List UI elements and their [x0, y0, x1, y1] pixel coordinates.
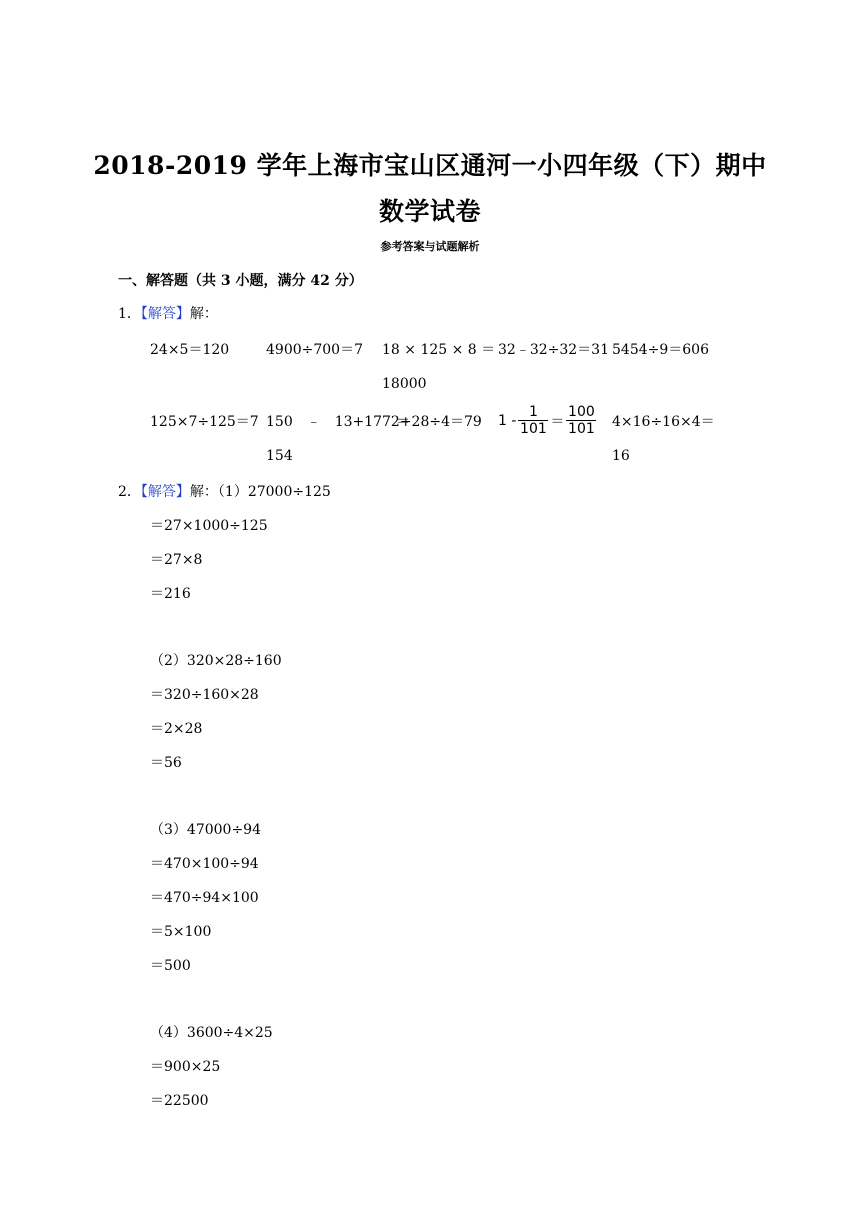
calc-item-wrap: 16 [612, 448, 630, 464]
solution-step: ＝22500 [150, 1093, 209, 1109]
answer-tag: 【解答】 [140, 306, 190, 322]
fraction-numerator: 100 [568, 404, 595, 420]
calc-item: 18 × 125 × 8 ＝ [382, 342, 496, 358]
calc-item: 5454÷9＝606 [612, 342, 709, 358]
document-title-line1: 2018-2019 学年上海市宝山区通河一小四年级（下）期中 [93, 151, 767, 180]
calc-item-wrap: 18000 [382, 376, 427, 392]
fraction-expression [498, 404, 598, 437]
calc-item: 24×5＝120 [150, 342, 230, 358]
calc-item: 125×7÷125＝7 [150, 414, 259, 430]
calc-item: 150 ﹣ 13+17 ＝ [266, 414, 411, 430]
solution-step: ＝2×28 [150, 721, 203, 737]
solution-step: ＝900×25 [150, 1059, 221, 1075]
solution-part-header: （4）3600÷4×25 [150, 1025, 273, 1041]
answer-intro: 解：（1）27000÷125 [189, 484, 331, 500]
question-number: 2． [118, 484, 141, 500]
solution-step: ＝470÷94×100 [150, 890, 259, 906]
section-heading: 一、解答题（共 3 小题，满分 42 分） [118, 273, 363, 289]
solution-part-header: （2）320×28÷160 [150, 653, 282, 669]
answer-tag: 【解答】 [140, 484, 190, 500]
question-2-header [118, 483, 331, 501]
solution-step: ＝27×1000÷125 [150, 518, 268, 534]
solution-step: ＝5×100 [150, 924, 212, 940]
solution-part-header: （3）47000÷94 [150, 822, 261, 838]
fraction-denominator: 101 [520, 421, 547, 437]
answer-intro: 解： [189, 306, 218, 322]
fraction-numerator: 1 [528, 404, 538, 420]
document-subtitle: 参考答案与试题解析 [380, 240, 480, 253]
solution-step: ＝216 [150, 586, 191, 602]
solution-step: ＝320÷160×28 [150, 687, 259, 703]
question-1-header [118, 305, 218, 323]
document-title-line2: 数学试卷 [378, 197, 481, 226]
calc-item: 4×16÷16×4＝ [612, 414, 715, 430]
solution-step: ＝500 [150, 958, 191, 974]
fraction-100-over-101 [566, 404, 596, 437]
calc-item-wrap: 154 [266, 448, 293, 464]
calc-item: 32﹣32÷32＝31 [498, 342, 609, 358]
fraction-1-over-101 [518, 404, 548, 437]
calc-item: 72+28÷4＝79 [382, 414, 482, 430]
solution-step: ＝56 [150, 755, 182, 771]
solution-step: ＝27×8 [150, 552, 203, 568]
fraction-prefix: 1 - [498, 412, 517, 429]
question-number: 1． [118, 306, 141, 322]
calc-item: 4900÷700＝7 [266, 342, 363, 358]
fraction-denominator: 101 [568, 421, 595, 437]
equals-sign: ＝ [550, 413, 565, 430]
solution-step: ＝470×100÷94 [150, 856, 259, 872]
